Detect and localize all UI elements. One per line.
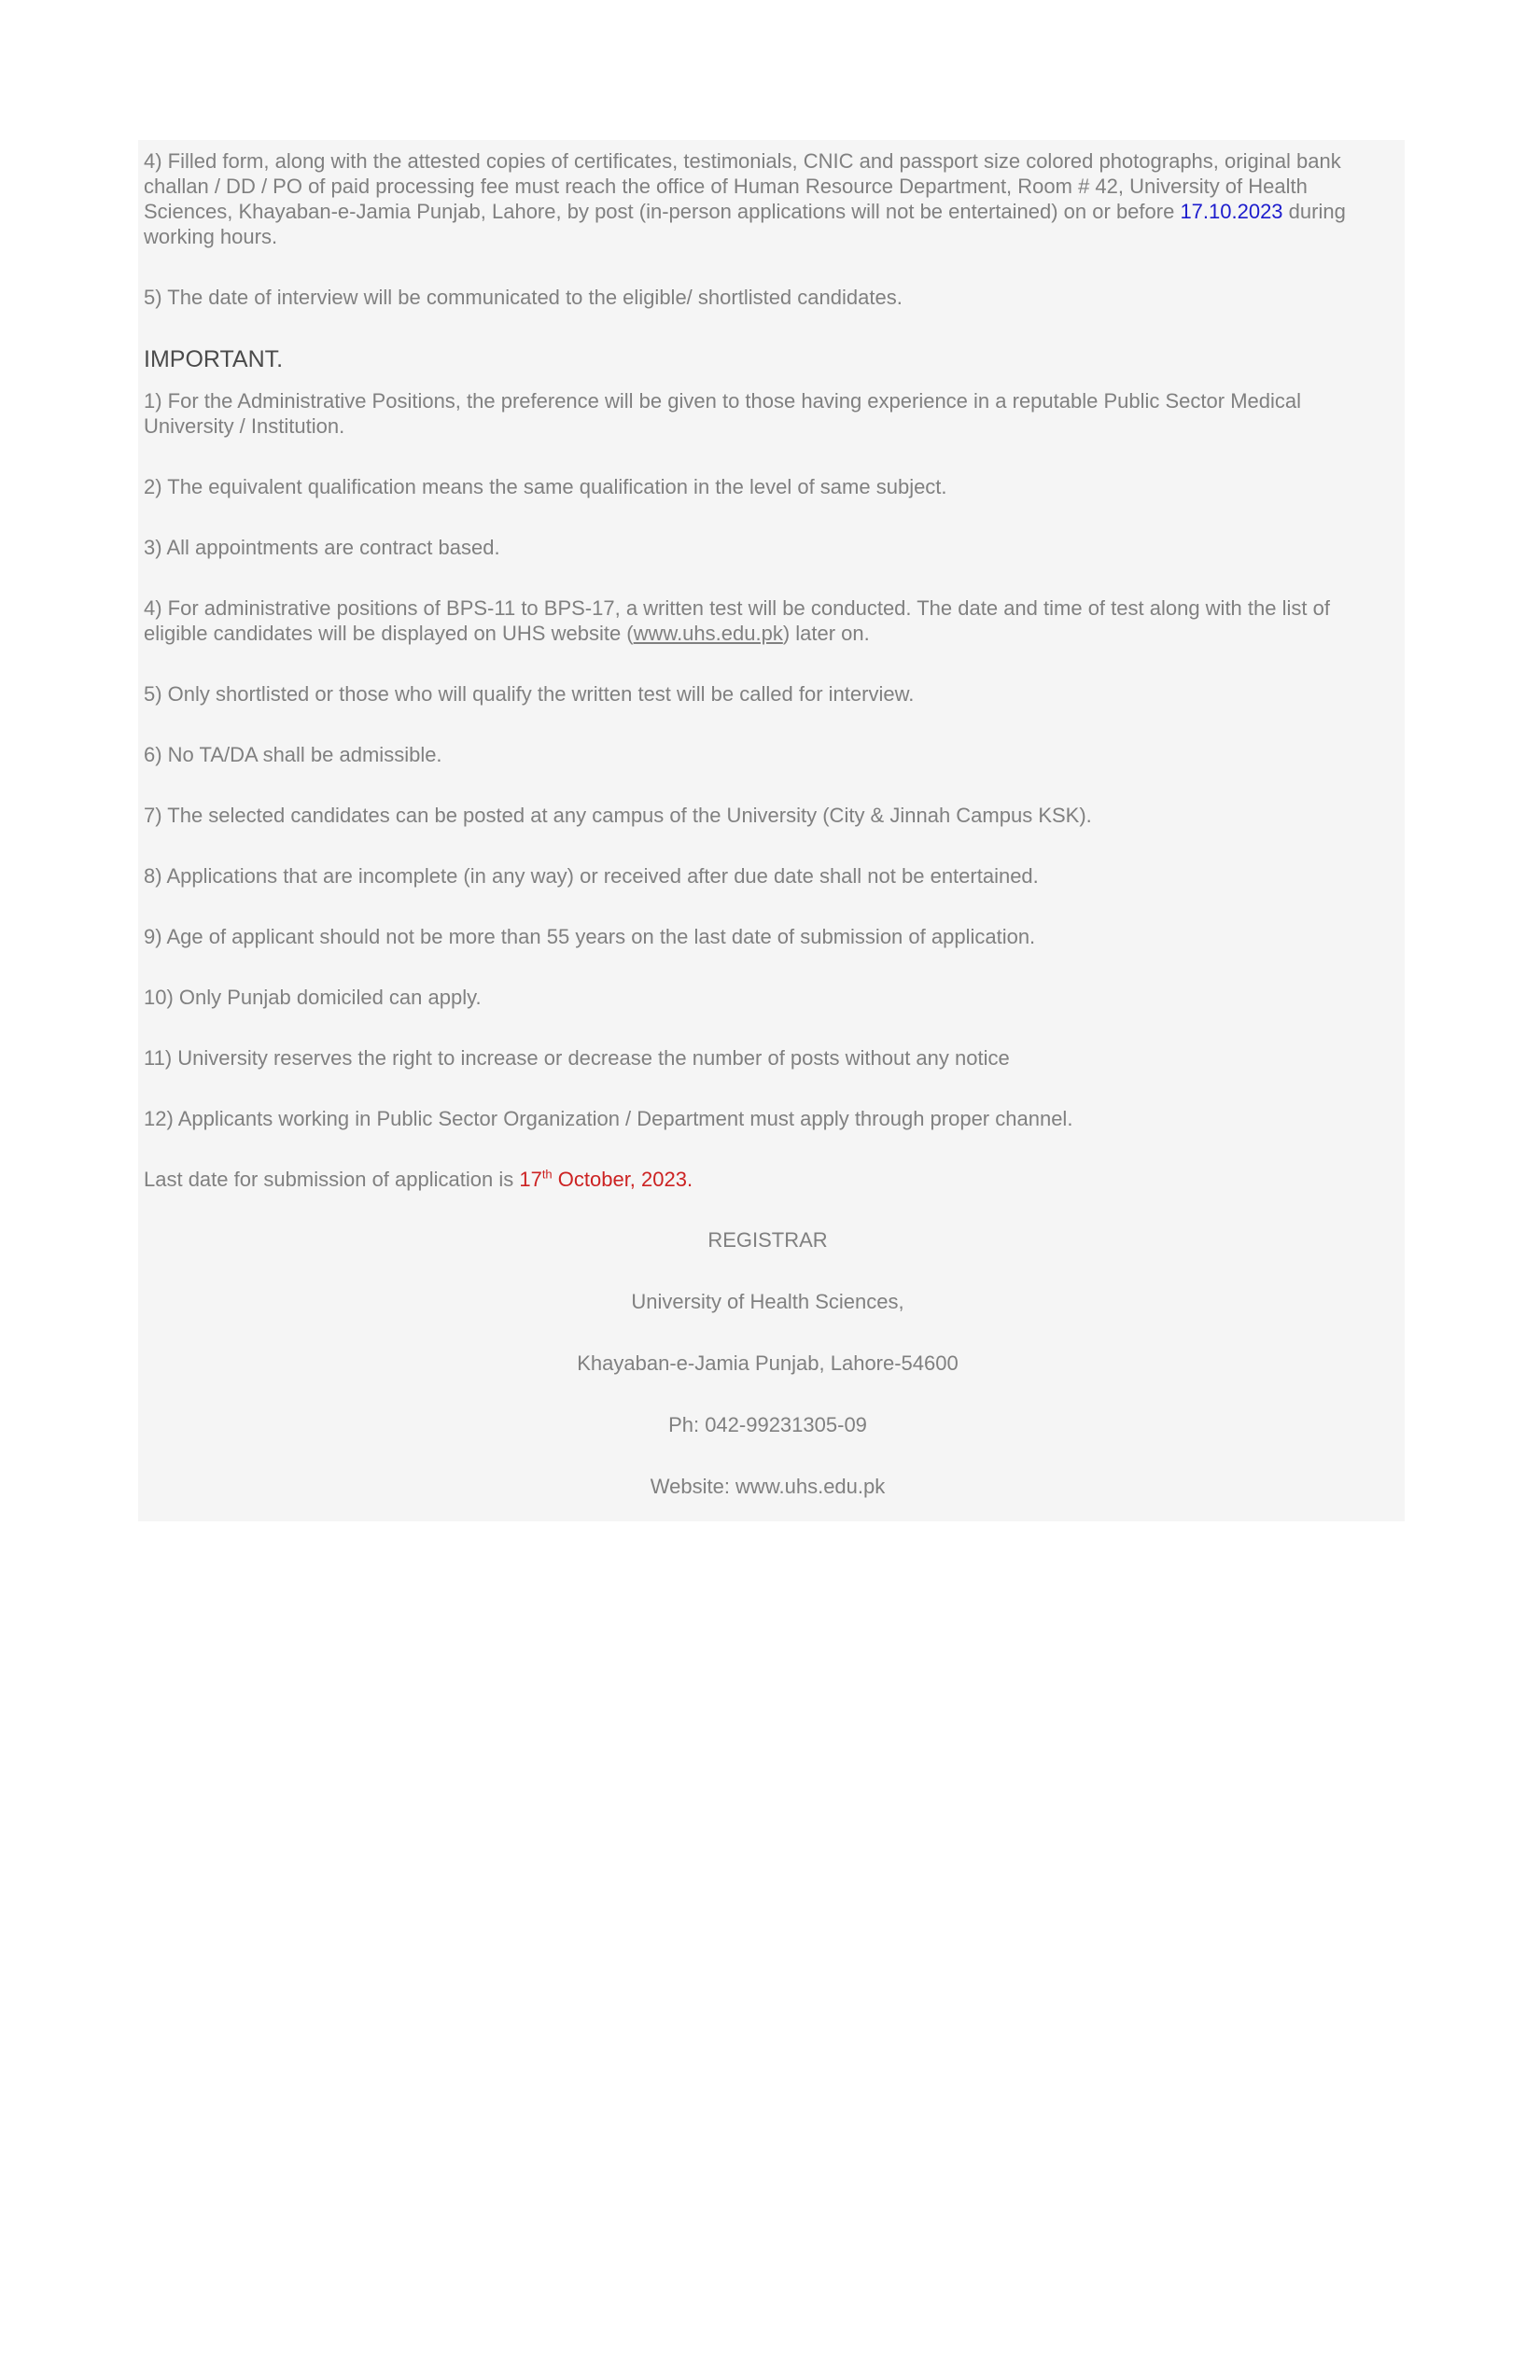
signature-website: Website: www.uhs.edu.pk (650, 1475, 886, 1498)
last-date-rest: October, 2023. (552, 1168, 693, 1191)
para-last-date (144, 1167, 1392, 1192)
signature-phone: Ph: 042-99231305-09 (668, 1413, 867, 1436)
signature-title: REGISTRAR (707, 1228, 828, 1252)
note-item-8: 8) Applications that are incomplete (in any way) or received after due date shall not be entertained. (144, 864, 1039, 888)
last-date-ordinal: th (541, 1167, 553, 1182)
note-item-12: 12) Applicants working in Public Sector Organization / Department must apply through proper channel. (144, 1107, 1073, 1130)
note-item-7: 7) The selected candidates can be posted at any campus of the University (City & Jinnah Campus KSK). (144, 804, 1092, 827)
note-4-text-pre: 4) For administrative positions of BPS-11 to BPS-17, a written test will be conducted. The date and time of test along with the list of eligible candidates will be displayed on UHS website ( (144, 596, 1330, 645)
signature-org: University of Health Sciences, (631, 1290, 904, 1313)
submission-text-pre: 4) Filled form, along with the attested copies of certificates, testimonials, CNIC and passport size colored photographs, original bank challan / DD / PO of paid processing fee must reach the office of Human Resource Department, Room # 42, University of Health Sciences, Khayaban-e-Jamia Punjab, Lahore, by post (in-person applications will not be entertained) on or before (144, 149, 1341, 223)
submission-deadline-date: 17.10.2023 (1180, 200, 1283, 223)
para-submission-instructions (144, 148, 1392, 249)
note-item-2: 2) The equivalent qualification means the same qualification in the level of same subject. (144, 475, 947, 498)
note-item-3: 3) All appointments are contract based. (144, 536, 500, 559)
note-item-6: 6) No TA/DA shall be admissible. (144, 743, 442, 766)
submission-text-post: during working hours. (144, 200, 1346, 248)
note-item-1: 1) For the Administrative Positions, the preference will be given to those having experience in a reputable Public Sector Medical University / Institution. (144, 389, 1302, 438)
note-item-4 (144, 595, 1392, 646)
notice-panel (138, 140, 1405, 1521)
note-item-5: 5) Only shortlisted or those who will qualify the written test will be called for interview. (144, 682, 915, 706)
note-item-11: 11) University reserves the right to increase or decrease the number of posts without any notice (144, 1046, 1010, 1070)
note-item-9: 9) Age of applicant should not be more than 55 years on the last date of submission of application. (144, 925, 1036, 948)
note-item-10: 10) Only Punjab domiciled can apply. (144, 986, 482, 1009)
note-4-text-post: ) later on. (782, 622, 870, 645)
para-interview-notice: 5) The date of interview will be communicated to the eligible/ shortlisted candidates. (144, 286, 903, 309)
important-heading: IMPORTANT. (144, 346, 284, 372)
signature-address: Khayaban-e-Jamia Punjab, Lahore-54600 (577, 1351, 959, 1375)
uhs-website-link[interactable]: www.uhs.edu.pk (633, 622, 783, 645)
last-date-text: Last date for submission of application is (144, 1168, 520, 1191)
last-date-day: 17 (519, 1168, 542, 1191)
